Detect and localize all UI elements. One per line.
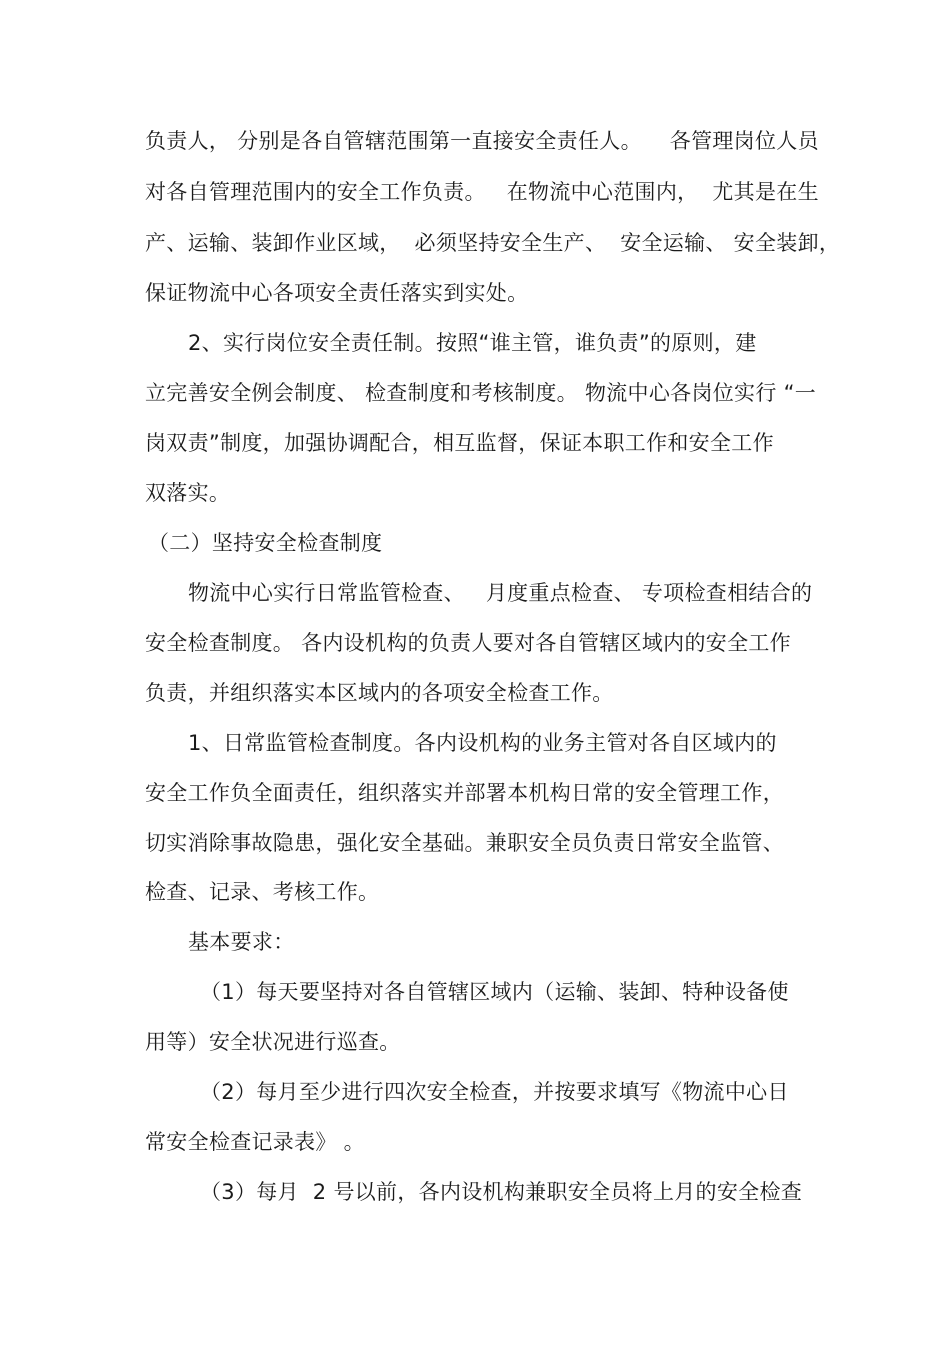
text-line: 负责人， 分别是各自管辖范围第一直接安全责任人。 各管理岗位人员 [145, 129, 819, 153]
text-line: 1、日常监管检查制度。各内设机构的业务主管对各自区域内的 [188, 731, 777, 755]
text-line: 安全工作负全面责任，组织落实并部署本机构日常的安全管理工作， [145, 781, 784, 805]
text-line: 双落实。 [145, 481, 231, 505]
text-line: （3）每月 2 号以前，各内设机构兼职安全员将上月的安全检查 [200, 1180, 803, 1204]
text-line: 保证物流中心各项安全责任落实到实处。 [145, 281, 529, 305]
text-line: 对各自管理范围内的安全工作负责。 在物流中心范围内， 尤其是在生 [145, 180, 819, 204]
text-line: 基本要求： [188, 930, 295, 954]
text-line: 切实消除事故隐患，强化安全基础。兼职安全员负责日常安全监管、 [145, 831, 784, 855]
text-line: 立完善安全例会制度、 检查制度和考核制度。 物流中心各岗位实行 “一 [145, 381, 817, 405]
text-line: 岗双责”制度，加强协调配合，相互监督，保证本职工作和安全工作 [145, 431, 774, 455]
text-line: （2）每月至少进行四次安全检查，并按要求填写《物流中心日 [200, 1080, 789, 1104]
text-line: 产、运输、装卸作业区域， 必须坚持安全生产、 安全运输、 安全装卸， [145, 231, 841, 255]
text-line: 物流中心实行日常监管检查、 月度重点检查、 专项检查相结合的 [188, 581, 813, 605]
text-line: 检查、记录、考核工作。 [145, 880, 380, 904]
text-line: 安全检查制度。 各内设机构的负责人要对各自管辖区域内的安全工作 [145, 631, 791, 655]
text-line: 常安全检查记录表》 。 [145, 1130, 365, 1154]
text-line: 负责，并组织落实本区域内的各项安全检查工作。 [145, 681, 614, 705]
text-line: 2、实行岗位安全责任制。按照“谁主管，谁负责”的原则，建 [188, 331, 757, 355]
section-heading: （二）坚持安全检查制度 [148, 531, 383, 555]
text-line: 用等）安全状况进行巡查。 [145, 1030, 401, 1054]
text-line: （1）每天要坚持对各自管辖区域内（运输、装卸、特种设备使 [200, 980, 789, 1004]
